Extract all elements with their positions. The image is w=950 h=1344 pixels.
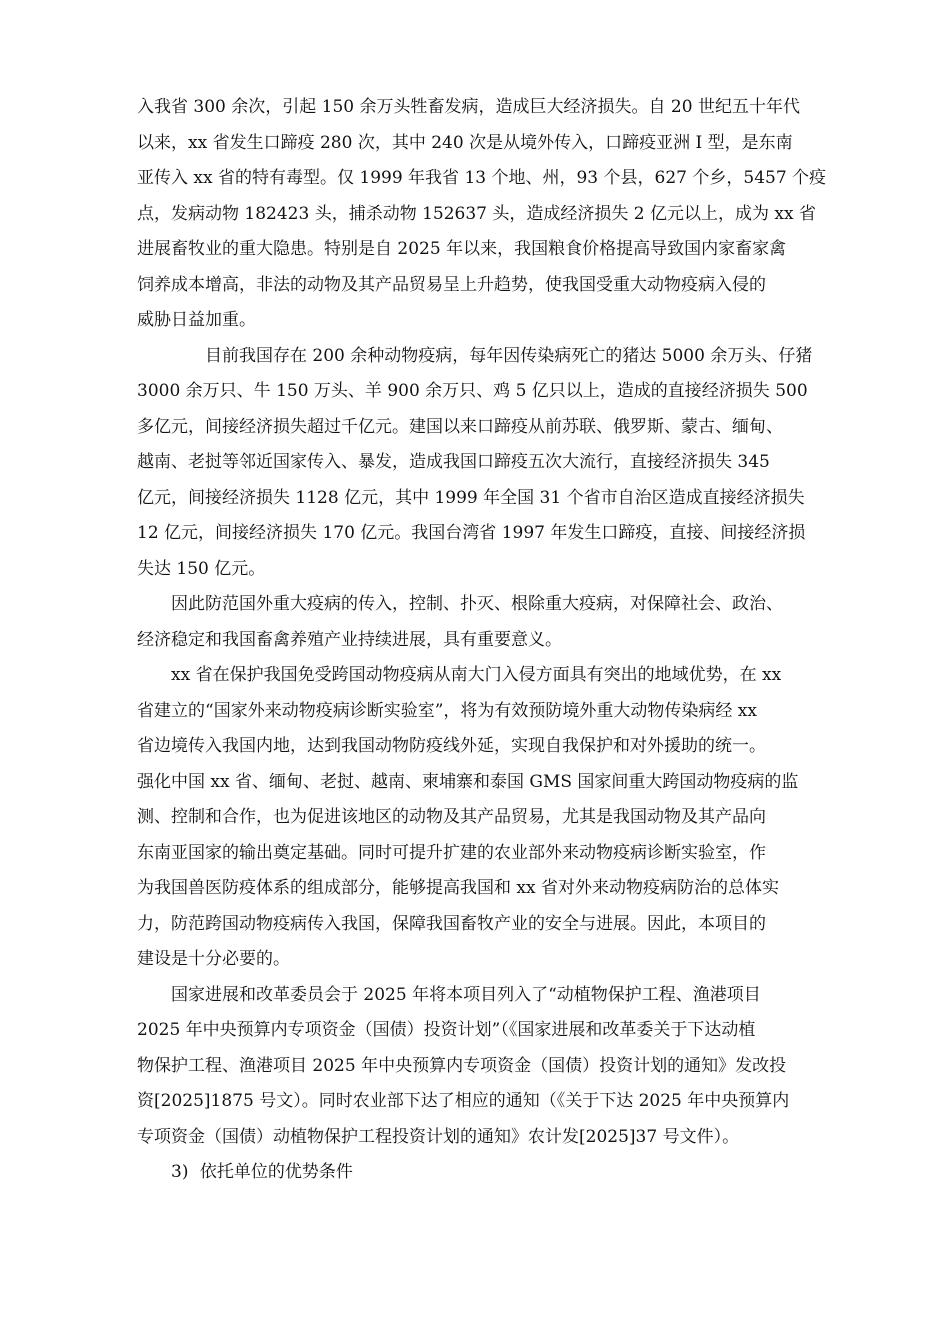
text-line: 为我国兽医防疫体系的组成部分，能够提高我国和 xx 省对外来动物疫病防治的总体实	[137, 878, 779, 898]
text-line: 2025 年中央预算内专项资金（国债）投资计划”（《国家进展和改革委关于下达动植	[137, 1020, 756, 1040]
text-line: 进展畜牧业的重大隐患。特别是自 2025 年以来，我国粮食价格提高导致国内家畜家禽	[137, 239, 787, 259]
text-line: 资[2025]1875 号文）。同时农业部下达了相应的通知（《关于下达 2025 年中央预算内	[137, 1091, 790, 1111]
list-item-text: 依托单位的优势条件	[199, 1162, 353, 1182]
text-line: 物保护工程、渔港项目 2025 年中央预算内专项资金（国债）投资计划的通知》发改投	[137, 1055, 787, 1076]
text-line: 测、控制和合作，也为促进该地区的动物及其产品贸易，尤其是我国动物及其产品向	[137, 807, 766, 827]
document-body	[137, 90, 857, 1191]
text-line: 省建立的“国家外来动物疫病诊断实验室”，将为有效预防境外重大动物传染病经 xx	[137, 700, 757, 721]
text-line: 威胁日益加重。	[137, 310, 256, 330]
text-line: 入我省 300 余次，引起 150 余万头牲畜发病，造成巨大经济损失。自 20 世纪五十年代	[137, 97, 800, 117]
text-line: 专项资金（国债）动植物保护工程投资计划的通知》农计发[2025]37 号文件）。	[137, 1126, 740, 1147]
paragraph-5	[137, 978, 857, 1156]
text-line: 建设是十分必要的。	[137, 949, 290, 969]
text-line: 12 亿元，间接经济损失 170 亿元。我国台湾省 1997 年发生口蹄疫，直接、间接经济损	[137, 523, 806, 543]
paragraph-3	[137, 587, 857, 658]
text-line: 国家进展和改革委员会于 2025 年将本项目列入了“动植物保护工程、渔港项目	[171, 984, 761, 1005]
list-item	[137, 1155, 857, 1191]
text-line: 点，发病动物 182423 头，捕杀动物 152637 头，造成经济损失 2 亿元以上，成为 xx 省	[137, 203, 817, 224]
text-line: 因此防范国外重大疫病的传入，控制、扑灭、根除重大疫病，对保障社会、政治、	[171, 594, 783, 614]
text-line: 饲养成本增高，非法的动物及其产品贸易呈上升趋势，使我国受重大动物疫病入侵的	[137, 274, 766, 295]
text-line: 以来，xx 省发生口蹄疫 280 次，其中 240 次是从境外传入，口蹄疫亚洲 I 型，是东南	[137, 132, 793, 153]
text-line: 多亿元，间接经济损失超过千亿元。建国以来口蹄疫从前苏联、俄罗斯、蒙古、缅甸、	[137, 416, 783, 437]
text-line: 力，防范跨国动物疫病传入我国，保障我国畜牧产业的安全与进展。因此，本项目的	[137, 913, 766, 934]
text-line: 强化中国 xx 省、缅甸、老挝、越南、柬埔寨和泰国 GMS 国家间重大跨国动物疫病的监	[137, 771, 799, 792]
text-line: 失达 150 亿元。	[137, 558, 266, 579]
text-line: 省边境传入我国内地，达到我国动物防疫线外延，实现自我保护和对外援助的统一。	[137, 736, 766, 756]
list-marker: 3)	[171, 1162, 189, 1182]
text-line: 经济稳定和我国畜禽养殖产业持续进展，具有重要意义。	[137, 629, 562, 650]
text-line: xx 省在保护我国免受跨国动物疫病从南大门入侵方面具有突出的地域优势，在 xx	[171, 665, 782, 685]
paragraph-2	[137, 339, 857, 588]
paragraph-4	[137, 658, 857, 978]
text-line: 3000 余万只、牛 150 万头、羊 900 余万只、鸡 5 亿只以上，造成的直接经济损失 500	[137, 381, 808, 401]
text-line: 越南、老挝等邻近国家传入、暴发，造成我国口蹄疫五次大流行，直接经济损失 345	[137, 452, 770, 472]
text-line: 东南亚国家的输出奠定基础。同时可提升扩建的农业部外来动物疫病诊断实验室，作	[137, 842, 766, 863]
text-line: 目前我国存在 200 余种动物疫病，每年因传染病死亡的猪达 5000 余万头、仔猪	[205, 345, 813, 366]
paragraph-1	[137, 90, 857, 339]
text-line: 亚传入 xx 省的特有毒型。仅 1999 年我省 13 个地、州，93 个县，627 个乡，5457 个疫	[137, 168, 827, 188]
text-line: 亿元，间接经济损失 1128 亿元，其中 1999 年全国 31 个省市自治区造成直接经济损失	[137, 487, 805, 508]
